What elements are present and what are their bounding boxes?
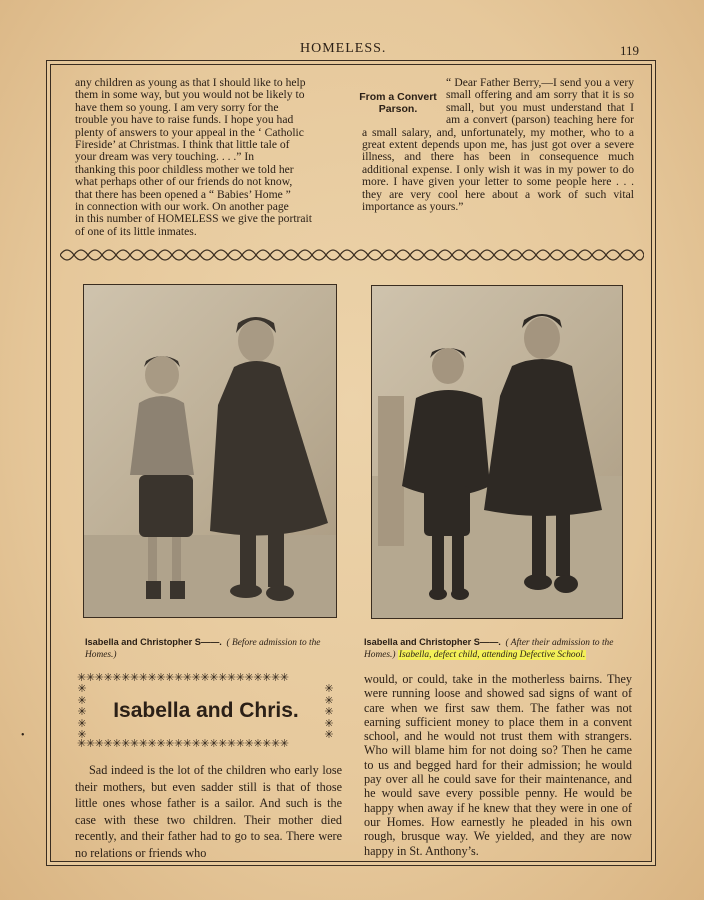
text-line: trouble you have to raise funds. I hope you had [75,113,294,127]
text-line: plenty of answers to your appeal in the ‘ Catholic [75,125,304,139]
text-line: your dream was very touching. . . .” In [75,150,255,164]
caption-note: ( After their admission to the Homes.) [364,638,614,660]
letter-column-left [75,77,343,238]
text-line: thanking this poor childless mother we told her [75,162,294,176]
running-head [0,40,704,60]
handwritten-annotation: Isabella, defect child, attending Defective School. [398,649,586,660]
caption-names: Isabella and Christopher S——. [364,637,501,647]
text-line: them in some way, but you would not be likely to [75,88,305,102]
caption-right [364,637,644,661]
text-line: in this number of HOMELESS we give the portrait [75,212,312,226]
text-line: any children as young as that I should like to help [75,76,306,89]
article-text-right: would, or could, take in the motherless bairns. They were running loose and showed sad signs of want of care when we first saw them. The father was not earning sufficient money to place them in a convent school, and he would not trust them with strangers. Who will blame him for not doing so? Then he came to us and begged hard for their admission; he would pay over all he could save for their maintenance, and he would save every possible penny. He would be happy when away if he knew that they were in one of our Homes. How earnestly he pleaded in his own rough, brusque way. We yielded, and they are now happy in St. Anthony’s. [364,672,632,858]
side-heading: From a Convert Parson. [359,91,437,115]
letter-text: “ Dear Father Berry,—I send you a very small offering and am sorry that it is so small, but you must understand that I am a convert (parson) teaching here for a small salary, and, unfortunately, my mother, who to a great extent depends upon me, has just got over a severe illness, and there has been in consequence much additional expense. I only wish it was in my power to do more. I have given your letter to some people here . . . they are very cool here about a work of such vital importance as yours.” [362,76,634,214]
ornamental-divider [60,244,644,266]
star-border-top: ✳✳✳✳✳✳✳✳✳✳✳✳✳✳✳✳✳✳✳✳✳✳✳✳ [77,673,289,684]
star-border-left: ✳ ✳ ✳ ✳ ✳ [77,683,87,741]
text-line: that there has been opened a “ Babies’ Home ” [75,187,291,201]
text-line: in connection with our work. On another page [75,200,289,214]
text-line: Fireside’ at Christmas. I think that little tale of [75,138,290,152]
caption-left [85,637,347,661]
photo-before-admission [83,284,337,618]
article-title-box [77,673,335,753]
letter-column-right [359,76,634,214]
text-line: of one of its little inmates. [75,224,197,238]
photo-after-admission [371,285,623,619]
margin-dot: • [21,730,25,741]
text-line: have them so young. I am very sorry for the [75,100,279,114]
star-border-bottom: ✳✳✳✳✳✳✳✳✳✳✳✳✳✳✳✳✳✳✳✳✳✳✳✳ [77,739,289,750]
article-title: Isabella and Chris. [113,699,299,722]
running-title: HOMELESS. [300,41,387,56]
text-line: what perhaps other of our friends do not know, [75,175,293,189]
article-text-left: Sad indeed is the lot of the children who early lose their mothers, but even sadder still is that of those little ones whose father is a sailor. And such is the case with these two children. Their mother died recently, and their father had to go to sea. There were no relations or friends who [75,763,342,860]
caption-names: Isabella and Christopher S——. [85,637,222,647]
star-border-right: ✳ ✳ ✳ ✳ ✳ [324,683,334,741]
caption-note: ( Before admission to the Homes.) [85,638,321,660]
page-number: 119 [620,43,640,58]
